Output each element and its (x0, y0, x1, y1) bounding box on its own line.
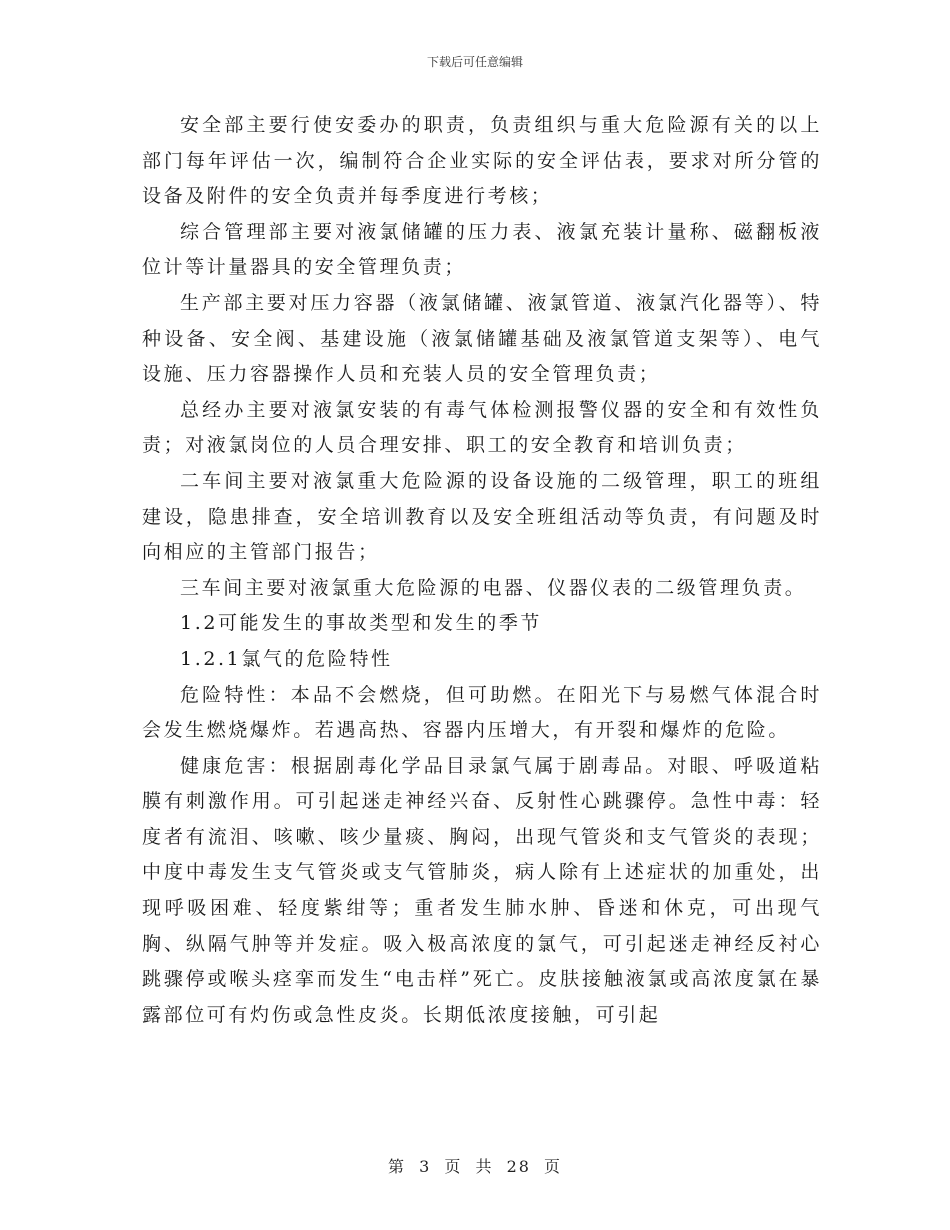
paragraph-general-office: 总经办主要对液氯安装的有毒气体检测报警仪器的安全和有效性负责；对液氯岗位的人员合理安排、职工的安全教育和培训负责； (142, 398, 822, 457)
paragraph-general-management: 综合管理部主要对液氯储罐的压力表、液氯充装计量称、磁翻板液位计等计量器具的安全管理负责； (142, 220, 822, 279)
document-body (142, 108, 822, 1033)
footer-total-pages: 28 (506, 1157, 531, 1176)
footer-prefix: 第 (387, 1157, 406, 1176)
paragraph-workshop-three: 三车间主要对液氯重大危险源的电器、仪器仪表的二级管理负责。 (180, 576, 807, 599)
footer-current-page: 3 (419, 1157, 432, 1176)
paragraph-hazard-characteristics: 危险特性：本品不会燃烧，但可助燃。在阳光下与易燃气体混合时会发生燃烧爆炸。若遇高热、容器内压增大，有开裂和爆炸的危险。 (142, 683, 822, 742)
section-heading-1-2-1: 1.2.1氯气的危险特性 (180, 647, 393, 670)
paragraph-production-department: 生产部主要对压力容器（液氯储罐、液氯管道、液氯汽化器等）、特种设备、安全阀、基建设施（液氯储罐基础及液氯管道支架等）、电气设施、压力容器操作人员和充装人员的安全管理负责； (142, 291, 822, 386)
footer-suffix: 页 (544, 1157, 563, 1176)
page-header-note: 下载后可任意编辑 (426, 55, 523, 69)
paragraph-health-hazards: 健康危害：根据剧毒化学品目录氯气属于剧毒品。对眼、呼吸道粘膜有刺激作用。可引起迷走神经兴奋、反射性心跳骤停。急性中毒：轻度者有流泪、咳嗽、咳少量痰、胸闷，出现气管炎和支气管炎的表现；中度中毒发生支气管炎或支气管肺炎，病人除有上述症状的加重处，出现呼吸困难、轻度紫绀等；重者发生肺水肿、昏迷和休克，可出现气胸、纵隔气肿等并发症。吸入极高浓度的氯气，可引起迷走神经反衬心跳骤停或喉头痉挛而发生“电击样”死亡。皮肤接触液氯或高浓度氯在暴露部位可有灼伤或急性皮炎。长期低浓度接触，可引起 (142, 754, 822, 1026)
paragraph-safety-department: 安全部主要行使安委办的职责，负责组织与重大危险源有关的以上部门每年评估一次，编制符合企业实际的安全评估表，要求对所分管的设备及附件的安全负责并每季度进行考核； (142, 114, 822, 208)
footer-total-label: 共 (475, 1157, 494, 1176)
page-footer (0, 1157, 950, 1177)
paragraph-workshop-two: 二车间主要对液氯重大危险源的设备设施的二级管理，职工的班组建设，隐患排查，安全培训教育以及安全班组活动等负责，有问题及时向相应的主管部门报告； (142, 469, 822, 564)
section-heading-1-2: 1.2可能发生的事故类型和发生的季节 (180, 612, 543, 635)
footer-page-label: 页 (444, 1157, 463, 1176)
